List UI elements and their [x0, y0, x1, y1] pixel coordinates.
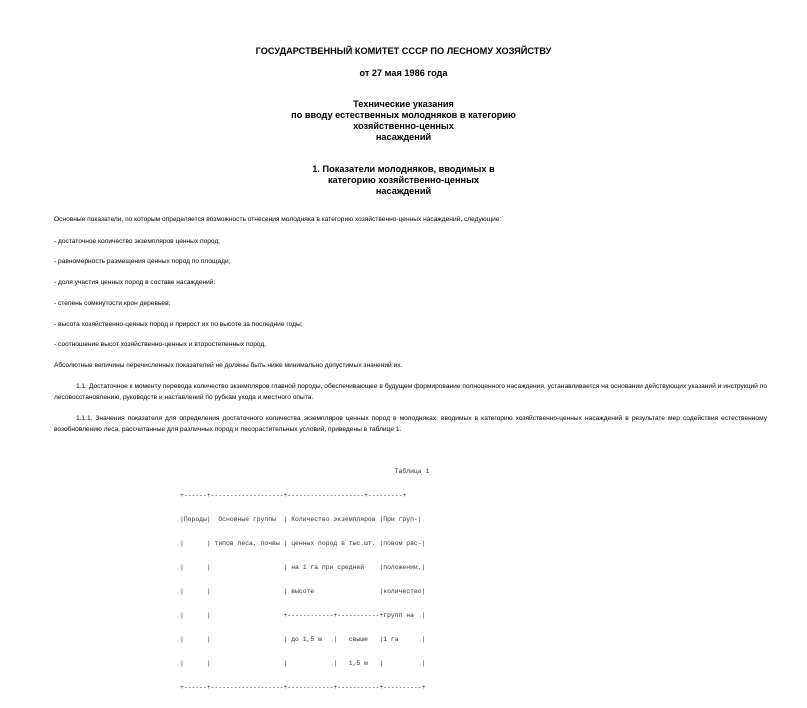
- document-date-block: [0, 68, 807, 79]
- document-title: [0, 99, 807, 143]
- table-line: | | | на 1 га при средней |положении,|: [180, 564, 426, 571]
- list-item: - доля участия ценных пород в составе насаждений;: [54, 279, 216, 286]
- section-heading-line: насаждений: [375, 186, 432, 196]
- paragraph-1-1: 1.1. Достаточное к моменту перевода количество экземпляров главной породы, обеспечивающее в будущем формирование полноценного насаждения, устанавливается на основании действующих указаний и инструкций по лесовосстановлению, руководств и наставлений по рубкам ухода и местного опыта.: [54, 383, 767, 401]
- list-item: - равномерность размещения ценных пород по площади;: [54, 258, 231, 265]
- intro-paragraph: Основные показатели, по которым определяется возможность отнесения молодняка в категорию хозяйственно-ценных насаждений, следующие:: [54, 216, 502, 223]
- table-line: | | | высоте |количество|: [180, 588, 426, 595]
- absolute-values-paragraph: Абсолютные величины перечисленных показателей не должны быть ниже минимально допустимых значений их.: [54, 362, 403, 369]
- section-heading-line: 1. Показатели молодняков, вводимых в: [312, 164, 495, 174]
- table-line: +------+-------------------+--------------------+---------+: [180, 492, 407, 499]
- list-item: - достаточное количество экземпляров ценных пород;: [54, 238, 221, 245]
- list-item: - соотношение высот хозяйственно-ценных и второстепенных пород.: [54, 341, 267, 348]
- table-1: [180, 452, 429, 708]
- section-heading-line: категорию хозяйственно-ценных: [327, 175, 480, 185]
- list-item: - высота хозяйственно-ценных пород и прирост их по высоте за последние годы;: [54, 321, 303, 328]
- table-line: | | | до 1,5 м | свыше |1 га |: [180, 636, 426, 643]
- table-line: Таблица 1: [180, 468, 430, 475]
- title-line: насаждений: [375, 132, 432, 142]
- document-header: [0, 46, 807, 57]
- section-heading: [0, 164, 807, 197]
- list-item: - степень сомкнутости крон деревьев;: [54, 300, 171, 307]
- paragraph-1-1-1: 1.1.1. Значения показателя для определения достаточного количества экземпляров ценных пород в молодняках, вводимых в категорию хозяйственно-ценных насаждений в результате мер содействия естественному возобновлению леса, рассчитанные для различных пород и лесорастительных условий, приведены в таблице 1.: [54, 415, 767, 433]
- table-line: +------+-------------------+------------+-----------+----------+: [180, 684, 426, 691]
- table-line: | | +------------+-----------+групп на |: [180, 612, 426, 619]
- table-line: | | типов леса, почвы | ценных пород в тыс.шт. |повом рас-|: [180, 540, 426, 547]
- committee-name: ГОСУДАРСТВЕННЫЙ КОМИТЕТ СССР ПО ЛЕСНОМУ ХОЗЯЙСТВУ: [255, 46, 552, 56]
- table-line: | | | | 1,5 м | |: [180, 660, 426, 667]
- title-line: хозяйственно-ценных: [353, 121, 454, 131]
- title-line: по вводу естественных молодняков в категорию: [291, 110, 516, 120]
- title-line: Технические указания: [353, 99, 454, 109]
- document-date: от 27 мая 1986 года: [359, 68, 448, 78]
- table-line: |Породы| Основные группы | Количество экземпляров |При груп-|: [180, 516, 422, 523]
